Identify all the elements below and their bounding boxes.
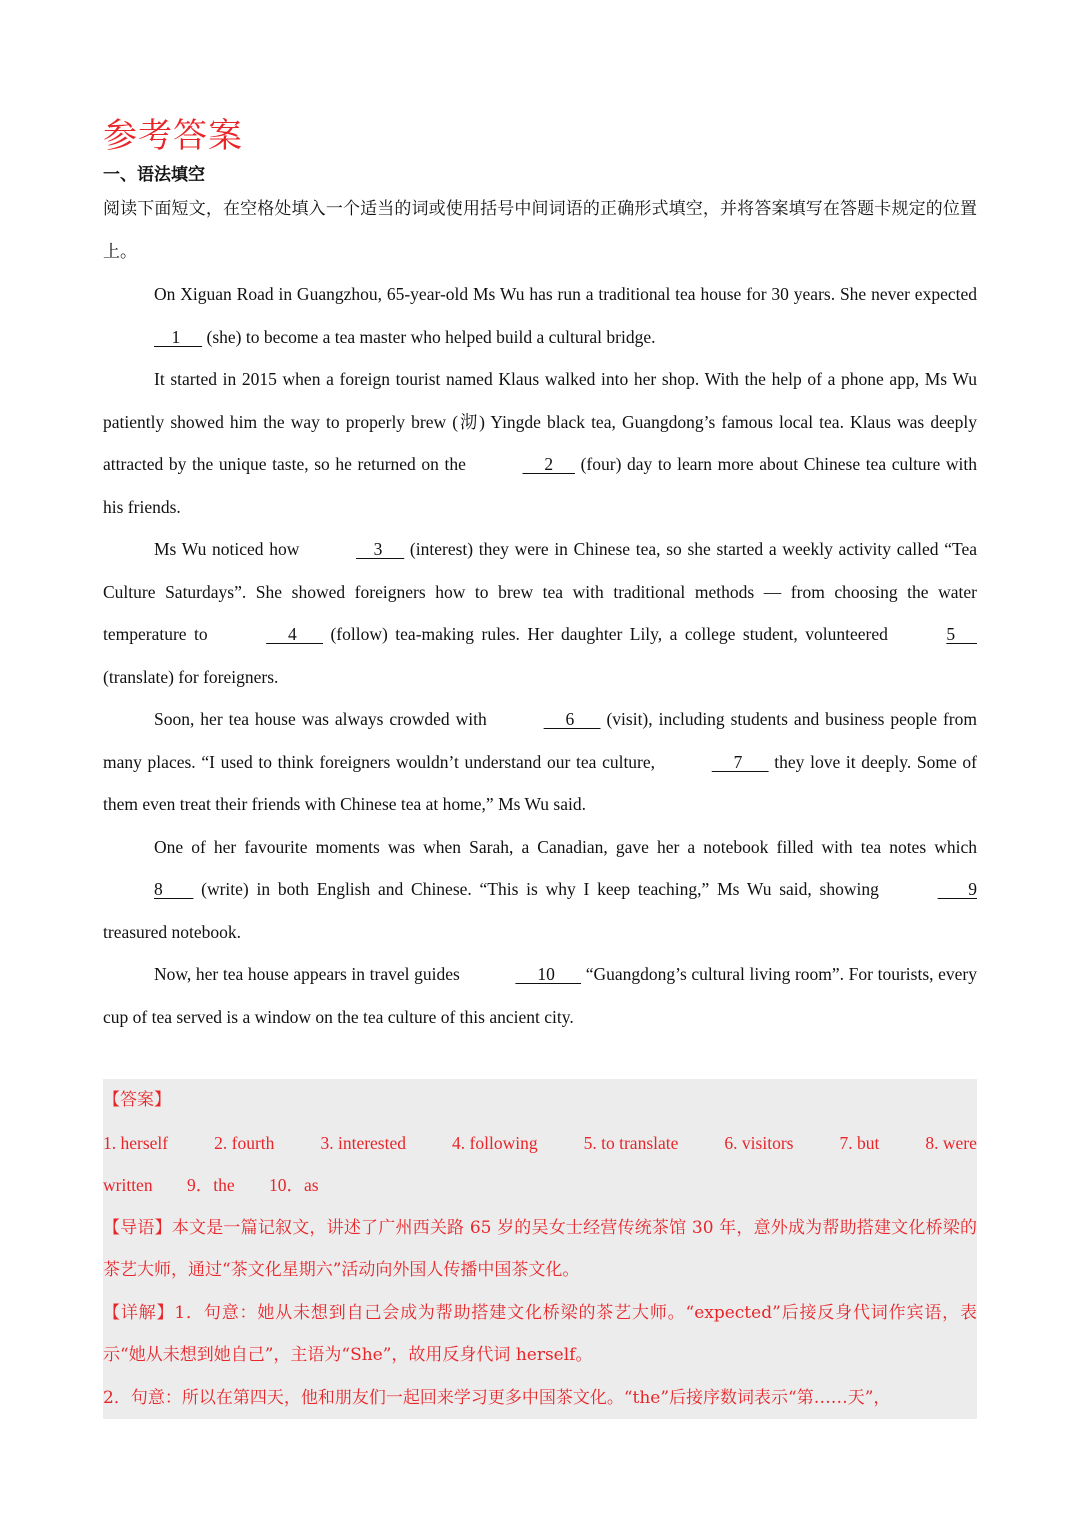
answer-label: 【答案】 <box>103 1090 171 1110</box>
detail-1: 1．句意：她从未想到自己会成为帮助搭建文化桥梁的茶艺大师。“expected”后接反身代词作宾语，表示“她从未想到她自己”，主语为“She”，故用反身代词 herself。 <box>103 1302 977 1365</box>
passage-text: Soon, her tea house was always crowded with <box>154 709 493 729</box>
passage-text: Ms Wu noticed how <box>154 539 306 559</box>
passage-text: (translate) for foreigners. <box>103 666 279 687</box>
answer-item-8-cont: written <box>103 1175 153 1195</box>
paragraph-4 <box>103 698 977 826</box>
passage-text: (four) day to learn more about Chinese tea culture with his friends. <box>103 454 977 517</box>
answer-item-2: 2. fourth <box>214 1132 275 1153</box>
detail-paragraph <box>103 1292 977 1377</box>
blank-6: 6 <box>543 709 601 729</box>
answer-item-9: 9．the <box>186 1175 235 1195</box>
paragraph-3 <box>103 528 977 698</box>
intro-label: 【导语】 <box>103 1217 172 1238</box>
blank-9: 9 <box>937 879 977 899</box>
passage-text: (she) to become a tea master who helped build a cultural bridge. <box>202 326 656 347</box>
blank-7: 7 <box>711 751 769 772</box>
answer-item-3: 3. interested <box>320 1132 406 1153</box>
answer-box <box>103 1079 977 1419</box>
passage-text: It started in 2015 when a foreign tourist named Klaus walked into her shop. With the help of a phone app, Ms Wu patiently showed him the way to properly brew (沏) Yingde black tea, Guangdong’s famous local tea. Klaus was deeply attracted by the unique taste, so he returned on the <box>103 369 977 474</box>
passage-text: (follow) tea-making rules. Her daughter Lily, a college student, volunteered <box>323 624 896 644</box>
passage-text: On Xiguan Road in Guangzhou, 65-year-old Ms Wu has run a traditional tea house for 30 years. She never expected <box>154 284 977 304</box>
paragraph-2 <box>103 358 977 528</box>
detail-2: 2．句意：所以在第四天，他和朋友们一起回来学习更多中国茶文化。“the”后接序数词表示“第……天”， <box>103 1387 891 1408</box>
answer-item-10: 10．as <box>268 1175 319 1195</box>
section-heading: 一、语法填空 <box>103 165 205 185</box>
passage-text: (write) in both English and Chinese. “This is why I keep teaching,” Ms Wu said, showing <box>193 879 887 899</box>
answer-item-4: 4. following <box>452 1132 538 1153</box>
intro-paragraph <box>103 1207 977 1292</box>
answer-item-8: 8. were <box>925 1132 977 1153</box>
passage-text: they love it deeply. Some of them even treat their friends with Chinese tea at home,” Ms Wu said. <box>103 751 977 814</box>
intro-text: 本文是一篇记叙文，讲述了广州西关路 65 岁的吴女士经营传统茶馆 30 年，意外成为帮助搭建文化桥梁的茶艺大师，通过“茶文化星期六”活动向外国人传播中国茶文化。 <box>103 1217 977 1280</box>
answer-item-7: 7. but <box>839 1132 880 1153</box>
passage-text: treasured notebook. <box>103 921 242 942</box>
answer-item-6: 6. visitors <box>724 1132 794 1153</box>
answer-list <box>103 1122 977 1165</box>
blank-8: 8 <box>154 879 194 899</box>
passage-text: “Guangdong’s cultural living room”. For tourists, every cup of tea served is a window on the tea culture of this ancient city. <box>103 964 977 1027</box>
blank-10: 10 <box>515 964 582 984</box>
instructions: 阅读下面短文，在空格处填入一个适当的词或使用括号中间词语的正确形式填空，并将答案填写在答题卡规定的位置上。 <box>103 199 977 262</box>
blank-5: 5 <box>946 624 977 644</box>
passage-text: One of her favourite moments was when Sarah, a Canadian, gave her a notebook filled with tea notes which <box>154 836 977 857</box>
passage-text: (interest) they were in Chinese tea, so she started a weekly activity called “Tea Culture Saturdays”. She showed foreigners how to brew tea with traditional methods — from choosing the water temperature to <box>103 539 977 644</box>
passage-text: Now, her tea house appears in travel guides <box>154 964 465 984</box>
answer-item-1: 1. herself <box>103 1132 169 1153</box>
paragraph-5 <box>103 826 977 954</box>
passage <box>103 273 977 1038</box>
passage-text: (visit), including students and business people from many places. “I used to think foreigners wouldn’t understand our tea culture, <box>103 709 977 772</box>
blank-3: 3 <box>356 539 405 559</box>
blank-4: 4 <box>266 624 323 644</box>
blank-2: 2 <box>522 454 575 474</box>
detail-label: 【详解】 <box>103 1302 175 1323</box>
paragraph-6 <box>103 953 977 1038</box>
blank-1: 1 <box>154 326 203 347</box>
answer-list-continued <box>103 1164 977 1207</box>
paragraph-1 <box>103 273 977 358</box>
page-title: 参考答案 <box>103 116 243 156</box>
answer-item-5: 5. to translate <box>583 1132 679 1153</box>
